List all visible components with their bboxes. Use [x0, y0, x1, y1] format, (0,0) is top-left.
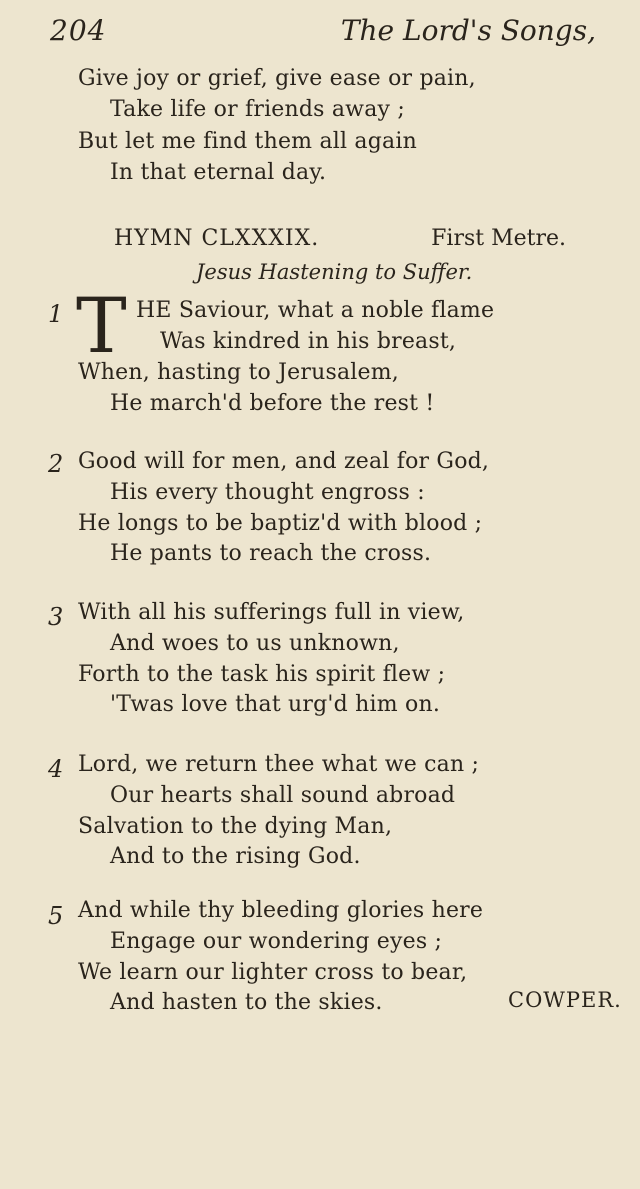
stanza-line: Was kindred in his breast, — [160, 329, 457, 354]
stanza-line: He march'd before the rest ! — [110, 391, 435, 416]
stanza-line: And to the rising God. — [110, 844, 361, 869]
stanza-line: Forth to the task his spirit flew ; — [78, 662, 446, 687]
previous-hymn-line: Give joy or grief, give ease or pain, — [78, 66, 476, 91]
stanza-line: With all his sufferings full in view, — [78, 600, 465, 625]
stanza-line: He pants to reach the cross. — [110, 541, 432, 566]
stanza-line: And hasten to the skies. — [110, 990, 383, 1015]
stanza-number: 1 — [48, 300, 64, 328]
drop-cap: T — [76, 281, 127, 370]
stanza-line: And while thy bleeding glories here — [78, 898, 484, 923]
hymn-metre: First Metre. — [431, 226, 566, 251]
stanza-line: Engage our wondering eyes ; — [110, 929, 443, 954]
stanza-line: Good will for men, and zeal for God, — [78, 449, 490, 474]
stanza-line: Our hearts shall sound abroad — [110, 783, 456, 808]
hymn-subtitle: Jesus Hastening to Suffer. — [196, 260, 473, 284]
previous-hymn-line: In that eternal day. — [110, 160, 327, 185]
stanza-number: 5 — [48, 902, 64, 930]
hymn-author: COWPER. — [508, 988, 622, 1012]
stanza-number: 4 — [48, 755, 64, 783]
running-title: The Lord's Songs, — [340, 14, 596, 47]
stanza-line: HE Saviour, what a noble flame — [136, 298, 495, 323]
stanza-line: Lord, we return thee what we can ; — [78, 752, 480, 777]
previous-hymn-line: But let me find them all again — [78, 129, 417, 154]
stanza-line: When, hasting to Jerusalem, — [78, 360, 399, 385]
stanza-line: We learn our lighter cross to bear, — [78, 960, 468, 985]
stanza-line: And woes to us unknown, — [110, 631, 400, 656]
stanza-line: 'Twas love that urg'd him on. — [110, 692, 441, 717]
stanza-line: His every thought engross : — [110, 480, 425, 505]
previous-hymn-line: Take life or friends away ; — [110, 97, 405, 122]
page-number: 204 — [50, 14, 107, 47]
stanza-number: 3 — [48, 603, 64, 631]
page-header — [50, 12, 596, 56]
stanza-number: 2 — [48, 450, 64, 478]
hymn-title: HYMN CLXXXIX. — [114, 226, 320, 251]
stanza-line: Salvation to the dying Man, — [78, 814, 393, 839]
hymn-heading — [114, 226, 566, 256]
stanza-line: He longs to be baptiz'd with blood ; — [78, 511, 483, 536]
